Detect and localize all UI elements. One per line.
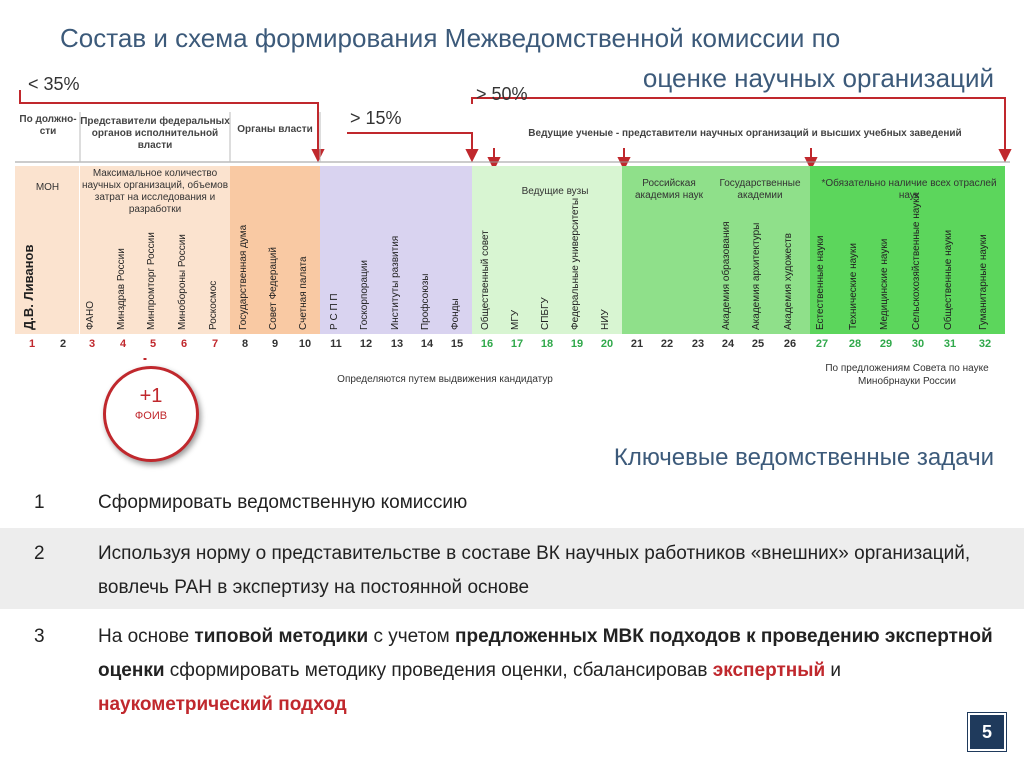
- column-number-32: 32: [978, 338, 992, 350]
- segment-mon: МОН: [35, 182, 60, 193]
- column-label-20: НИУ: [600, 309, 611, 330]
- column-number-18: 18: [540, 338, 554, 350]
- column-label-5: Минпромторг России: [146, 232, 157, 330]
- task-1-number: 1: [34, 492, 45, 513]
- bracket-gt50: > 50%: [476, 84, 528, 104]
- page-number: 5: [970, 715, 1004, 749]
- title-line-2: оценке научных организаций: [642, 63, 994, 93]
- column-number-29: 29: [879, 338, 893, 350]
- column-label-21: [630, 170, 644, 330]
- column-label-25: Академия архитектуры: [751, 222, 762, 330]
- column-number-6: 6: [180, 338, 188, 350]
- column-number-10: 10: [298, 338, 312, 350]
- column-label-6: Минобороны России: [177, 234, 188, 330]
- row-divider-2: [0, 609, 1024, 611]
- tasks-subtitle: Ключевые ведомственные задачи: [613, 444, 994, 471]
- column-number-20: 20: [600, 338, 614, 350]
- column-label-16: Общественный совет: [480, 230, 491, 330]
- column-label-17: МГУ: [510, 309, 521, 330]
- bracket-lt35: < 35%: [28, 74, 80, 94]
- task-3-bold-1: типовой методики: [194, 626, 369, 647]
- task-3-number: 3: [34, 626, 45, 647]
- task-3-part-1: На основе: [98, 626, 195, 647]
- column-number-30: 30: [911, 338, 925, 350]
- column-number-23: 23: [691, 338, 705, 350]
- task-3-red-2: наукометрический подход: [98, 694, 347, 715]
- bracket-gt15: > 15%: [350, 108, 402, 128]
- segment-state-acad: Государственные академии: [719, 178, 801, 201]
- segment-mandatory: *Обязательно наличие всех отраслей наук: [821, 178, 997, 201]
- column-label-3: ФАНО: [85, 300, 96, 330]
- header-leading-scientists: Ведущие ученые - представители научных организаций и высших учебных заведений: [528, 128, 962, 139]
- column-label-9: Совет Федераций: [268, 247, 279, 330]
- column-number-25: 25: [751, 338, 765, 350]
- header-federal-reps: Представители федеральных органов исполнительной власти: [80, 116, 230, 151]
- header-by-position: По должно-сти: [19, 114, 77, 137]
- column-label-1: Д.В. Ливанов: [21, 244, 36, 330]
- task-3-part-4: и: [825, 660, 842, 681]
- column-label-28: Технические науки: [848, 242, 859, 330]
- note-nominated: Определяются путем выдвижения кандидатур: [337, 374, 553, 385]
- column-number-27: 27: [815, 338, 829, 350]
- column-label-23: [691, 170, 705, 330]
- column-label-10: Счетная палата: [298, 256, 309, 330]
- column-label-14: Профсоюзы: [420, 273, 431, 330]
- segment-leading-univ: Ведущие вузы: [521, 186, 589, 197]
- task-3-bold-2: предложенных МВК подходов к проведению экспертной оценки: [98, 626, 993, 681]
- column-label-7: Роскосмос: [208, 280, 219, 330]
- header-rules: [0, 0, 1024, 170]
- column-number-13: 13: [390, 338, 404, 350]
- column-number-17: 17: [510, 338, 524, 350]
- column-number-5: 5: [149, 338, 157, 350]
- column-label-31: Общественные науки: [943, 229, 954, 330]
- column-label-15: Фонды: [450, 298, 461, 330]
- column-number-21: 21: [630, 338, 644, 350]
- column-number-9: 9: [271, 338, 279, 350]
- segment-ran: Российская академия наук: [634, 178, 704, 201]
- column-label-32: Гуманитарные науки: [978, 234, 989, 330]
- task-3-part-2: с учетом: [368, 626, 455, 647]
- column-number-11: 11: [330, 338, 342, 350]
- column-label-19: Федеральные университеты: [570, 197, 581, 330]
- task-2-number: 2: [34, 543, 45, 564]
- header-gov-bodies: Органы власти: [237, 124, 313, 135]
- column-number-15: 15: [450, 338, 464, 350]
- column-label-11: Р С П П: [329, 293, 340, 330]
- task-3-part-3: сформировать методику проведения оценки, сбалансировав: [164, 660, 713, 681]
- column-label-4: Минздрав России: [116, 248, 127, 330]
- foiv-label: ФОИВ: [134, 410, 168, 422]
- column-number-4: 4: [119, 338, 127, 350]
- column-label-24: Академия образования: [721, 221, 732, 330]
- column-label-13: Институты развития: [390, 235, 401, 330]
- column-number-8: 8: [241, 338, 249, 350]
- column-number-19: 19: [570, 338, 584, 350]
- column-number-7: 7: [211, 338, 219, 350]
- column-number-3: 3: [88, 338, 96, 350]
- column-label-26: Академия художеств: [783, 233, 794, 330]
- column-number-12: 12: [359, 338, 373, 350]
- task-3-text: [98, 620, 994, 722]
- column-number-1: 1: [28, 338, 36, 350]
- column-label-8: Государственная дума: [238, 224, 249, 330]
- foiv-plus-one: +1: [139, 385, 163, 407]
- column-number-22: 22: [660, 338, 674, 350]
- segment-max-count: Максимальное количество научных организаций, объемов затрат на исследования и разработки: [82, 168, 229, 215]
- row-divider-1: [0, 527, 1024, 528]
- task-1-text: Сформировать ведомственную комиссию: [98, 492, 468, 513]
- column-label-29: Медицинские науки: [879, 238, 890, 330]
- column-number-2: 2: [59, 338, 67, 350]
- column-number-24: 24: [721, 338, 735, 350]
- column-label-18: СПБГУ: [540, 297, 551, 330]
- column-label-2: [56, 170, 70, 330]
- column-label-30: Сельскохозяйственные науки: [911, 192, 922, 330]
- task-2-text: Используя норму о представительстве в составе ВК научных работников «внешних» организаций, вовлечь РАН в экспертизу на постоянной основе: [98, 543, 971, 598]
- task-3-red-1: экспертный: [712, 660, 826, 681]
- column-label-27: Естественные науки: [815, 235, 826, 330]
- column-number-14: 14: [420, 338, 434, 350]
- column-number-31: 31: [943, 338, 957, 350]
- column-number-28: 28: [848, 338, 862, 350]
- note-council: По предложениям Совета по науке Минобрнауки России: [825, 363, 989, 387]
- column-label-12: Госкорпорации: [359, 260, 370, 330]
- column-label-22: [660, 170, 674, 330]
- column-number-26: 26: [783, 338, 797, 350]
- column-number-16: 16: [480, 338, 494, 350]
- foiv-circle: [103, 366, 199, 462]
- title-line-1: Состав и схема формирования Межведомственной комиссии по: [60, 23, 841, 53]
